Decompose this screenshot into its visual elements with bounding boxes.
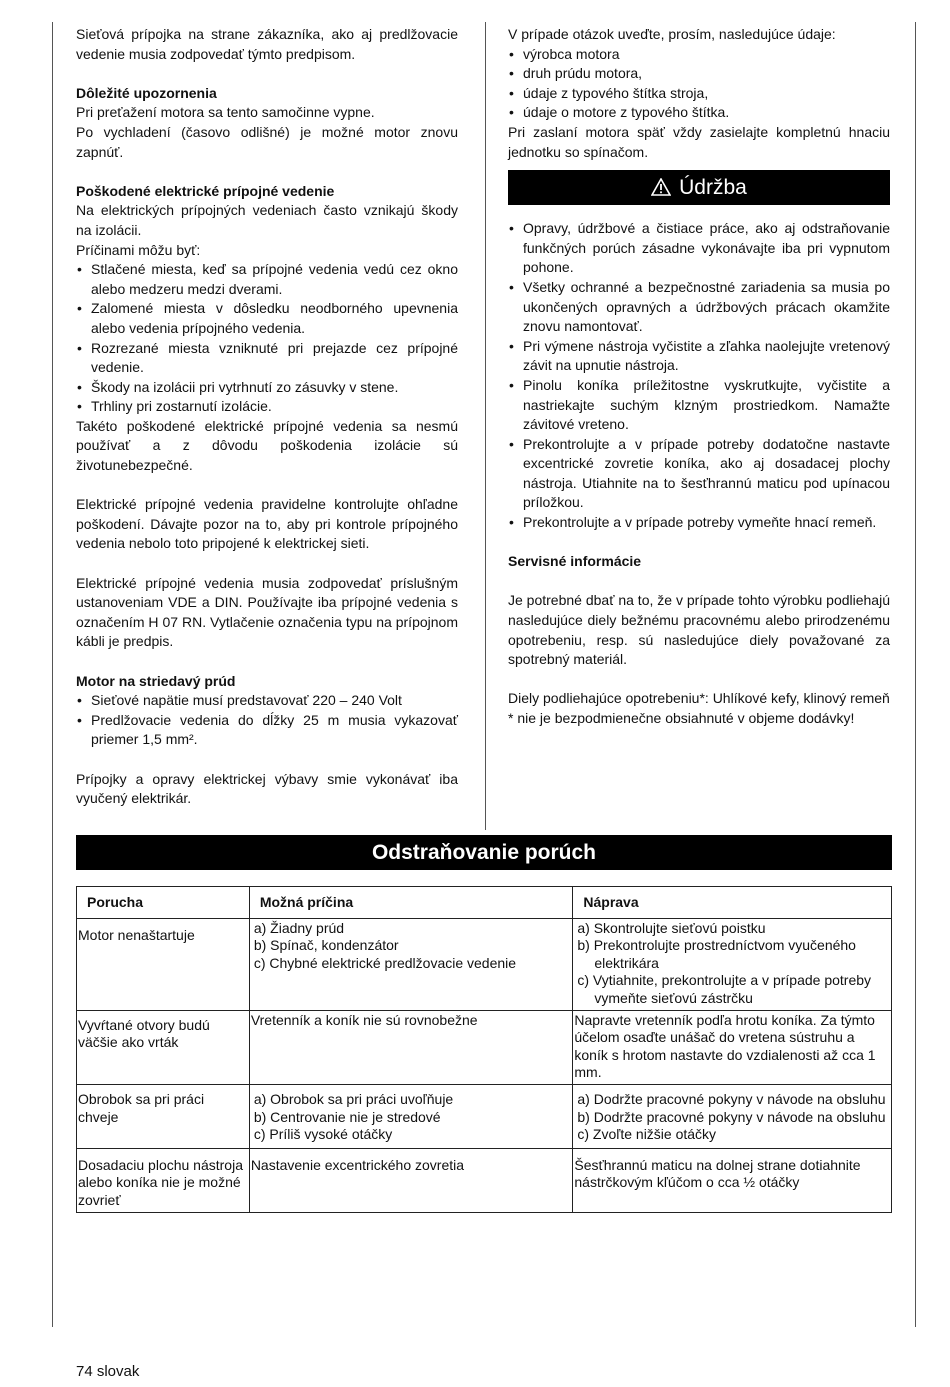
left-column — [76, 25, 458, 809]
list-item: • údaje z typového štítka stroja, — [508, 84, 890, 104]
list-item: • Stlačené miesta, keď sa prípojné vedenia vedú cez okno alebo medzeru medzi dverami. — [76, 260, 458, 299]
table-header-row — [77, 887, 892, 919]
list-item: • Predlžovacie vedenia do dĺžky 25 m musia vykazovať priemer 1,5 mm². — [76, 711, 458, 750]
list-item: • Pinolu koníka príležitostne vyskrutkujte, vyčistite a nastriekajte suchým klzným prostriedkom. Namažte závitové vreteno. — [508, 376, 890, 435]
check-paragraph: Elektrické prípojné vedenia pravidelne kontrolujte ohľadne poškodení. Dávajte pozor na to, aby pri kontrole prípojného vedenia nebolo toto pripojené k elektrickej sieti. — [76, 496, 458, 552]
column-divider — [485, 22, 486, 830]
cause-item: b) Spínač, kondenzátor — [253, 937, 399, 954]
right-column — [508, 25, 890, 729]
ac-motor-heading: Motor na striedavý prúd — [76, 672, 236, 689]
note-line: Pri preťažení motora sa tento samočinne vypne. — [76, 104, 375, 121]
remedy-item: a) Skontrolujte sieťovú poistku — [577, 919, 766, 936]
note-line: Po vychladení (časovo odlišné) je možné motor znovu zapnúť. — [76, 123, 458, 160]
remedy-cell: Šesťhrannú maticu na dolnej strane dotiahnite nástrčkovým kľúčom o cca ½ otáčky — [573, 1148, 892, 1212]
delivery-note: * nie je bezpodmienečne obsiahnuté v objeme dodávky! — [508, 710, 855, 726]
electrician-paragraph: Prípojky a opravy elektrickej výbavy smie vykonávať iba vyučený elektrikár. — [76, 770, 458, 807]
motor-list — [76, 691, 458, 750]
fault-cell: Motor nenaštartuje — [77, 918, 250, 1010]
wear-parts-paragraph: Diely podliehajúce opotrebeniu*: Uhlíkové kefy, klinový remeň — [508, 690, 890, 707]
cause-item: a) Žiadny prúd — [253, 919, 345, 936]
page-footer: 74 slovak — [76, 1363, 140, 1380]
list-item: • Všetky ochranné a bezpečnostné zariadenia sa musia po ukončených opravných a údržbových prácach okamžite znovu namontovať. — [508, 278, 890, 337]
list-item: • Prekontrolujte a v prípade potreby dodatočne nastavte excentrické zovretie koníka, ako aj dosadacej plochy nástroja. Utiahnite na to šesťhrannú maticu pod upínacou príložkou. — [508, 435, 890, 513]
troubleshooting-title: Odstraňovanie porúch — [76, 835, 892, 870]
fault-cell: Obrobok sa pri práci chveje — [77, 1084, 250, 1148]
causes-label: Príčinami môžu byť: — [76, 241, 201, 258]
cause-item: b) Centrovanie nie je stredové — [253, 1108, 441, 1125]
vde-paragraph: Elektrické prípojné vedenia musia zodpovedať príslušným ustanoveniam VDE a DIN. Používajte iba prípojné vedenia s označením H 07 RN. Vytlačenie označenia typu na prípojnom kábli je predpis. — [76, 574, 458, 650]
list-item: • Zalomené miesta v dôsledku neodborného upevnenia alebo vedenia prípojného vedenia. — [76, 299, 458, 338]
table-row — [77, 1084, 892, 1148]
maintenance-title: Údržba — [679, 176, 747, 200]
column-header-cause: Možná príčina — [249, 887, 573, 919]
maintenance-banner — [508, 170, 890, 205]
list-item: • údaje o motore z typového štítka. — [508, 103, 890, 123]
damaged-intro: Na elektrických prípojných vedeniach často vznikajú škody na izolácii. — [76, 202, 458, 238]
list-item: • Opravy, údržbové a čistiace práce, ako aj odstraňovanie funkčných porúch zásadne vykonávajte iba pri vypnutom pohone. — [508, 219, 890, 278]
list-item: • Škody na izolácii pri vytrhnutí zo zásuvky v stene. — [76, 378, 458, 398]
intro-paragraph: Sieťová prípojka na strane zákazníka, ako aj predlžovacie vedenie musia zodpovedať týmto predpisom. — [76, 26, 458, 62]
cause-item: a) Obrobok sa pri práci uvoľňuje — [253, 1090, 454, 1107]
remedy-cell: Napravte vretenník podľa hrotu koníka. Za týmto účelom osaďte unášač do vretena sústruhu a koník s hrotom nastavte do vzdialenosti až cca 1 mm. — [573, 1010, 892, 1084]
cause-cell — [249, 1084, 573, 1148]
fault-cell: Vyvŕtané otvory budú väčšie ako vrták — [77, 1010, 250, 1084]
damaged-cable-heading: Poškodené elektrické prípojné vedenie — [76, 182, 335, 199]
list-item: • Rozrezané miesta vzniknuté pri prejazde cez prípojné vedenie. — [76, 339, 458, 378]
remedy-item: c) Vytiahnite, prekontrolujte a v prípade potreby vymeňte sieťovú zástrčku — [577, 972, 872, 1006]
left-margin-rule — [52, 22, 53, 1327]
service-paragraph: Je potrebné dbať na to, že v prípade tohto výrobku podliehajú nasledujúce diely bežnému pracovnému alebo prirodzenému opotrebeniu, resp. sú nasledujúce diely považované za spotrebný materiál. — [508, 592, 890, 668]
table-row — [77, 1010, 892, 1084]
warning-icon — [651, 178, 671, 196]
fault-cell: Dosadaciu plochu nástroja alebo koníka nie je možné zovrieť — [77, 1148, 250, 1212]
remedy-cell — [573, 918, 892, 1010]
causes-list — [76, 260, 458, 417]
questions-list — [508, 45, 890, 123]
cause-cell: Vretenník a koník nie sú rovnobežne — [249, 1010, 573, 1084]
troubleshooting-table — [76, 886, 892, 1213]
column-header-fault: Porucha — [77, 887, 250, 919]
column-header-remedy: Náprava — [573, 887, 892, 919]
remedy-item: a) Dodržte pracovné pokyny v návode na obsluhu — [577, 1090, 886, 1107]
remedy-item: b) Prekontrolujte prostredníctvom vyučeného elektrikára — [577, 937, 856, 971]
cause-item: c) Príliš vysoké otáčky — [253, 1126, 393, 1143]
damaged-outro: Takéto poškodené elektrické prípojné vedenia sa nesmú používať a z dôvodu poškodenia izolácie sú životunebezpečné. — [76, 417, 458, 474]
cause-item: c) Chybné elektrické predlžovacie vedenie — [253, 954, 517, 971]
list-item: • Trhliny pri zostarnutí izolácie. — [76, 397, 458, 417]
list-item: • Pri výmene nástroja vyčistite a zľahka naolejujte vretenový závit na upnutie nástroja. — [508, 337, 890, 376]
list-item: • Prekontrolujte a v prípade potreby vymeňte hnací remeň. — [508, 513, 890, 533]
maintenance-list — [508, 219, 890, 533]
service-heading: Servisné informácie — [508, 553, 642, 570]
list-item: • druh prúdu motora, — [508, 64, 890, 84]
remedy-item: b) Dodržte pracovné pokyny v návode na obsluhu — [577, 1108, 886, 1125]
cause-cell: Nastavenie excentrického zovretia — [249, 1148, 573, 1212]
cause-cell — [249, 918, 573, 1010]
remedy-item: c) Zvoľte nižšie otáčky — [577, 1126, 717, 1143]
list-item: • výrobca motora — [508, 45, 890, 65]
list-item: • Sieťové napätie musí predstavovať 220 – 240 Volt — [76, 691, 458, 711]
right-margin-rule — [915, 22, 916, 1327]
remedy-cell — [573, 1084, 892, 1148]
questions-intro: V prípade otázok uveďte, prosím, nasledujúce údaje: — [508, 26, 836, 42]
table-row — [77, 918, 892, 1010]
return-note: Pri zaslaní motora späť vždy zasielajte kompletnú hnaciu jednotku so spínačom. — [508, 123, 890, 160]
notes-heading: Dôležité upozornenia — [76, 84, 217, 101]
table-row — [77, 1148, 892, 1212]
